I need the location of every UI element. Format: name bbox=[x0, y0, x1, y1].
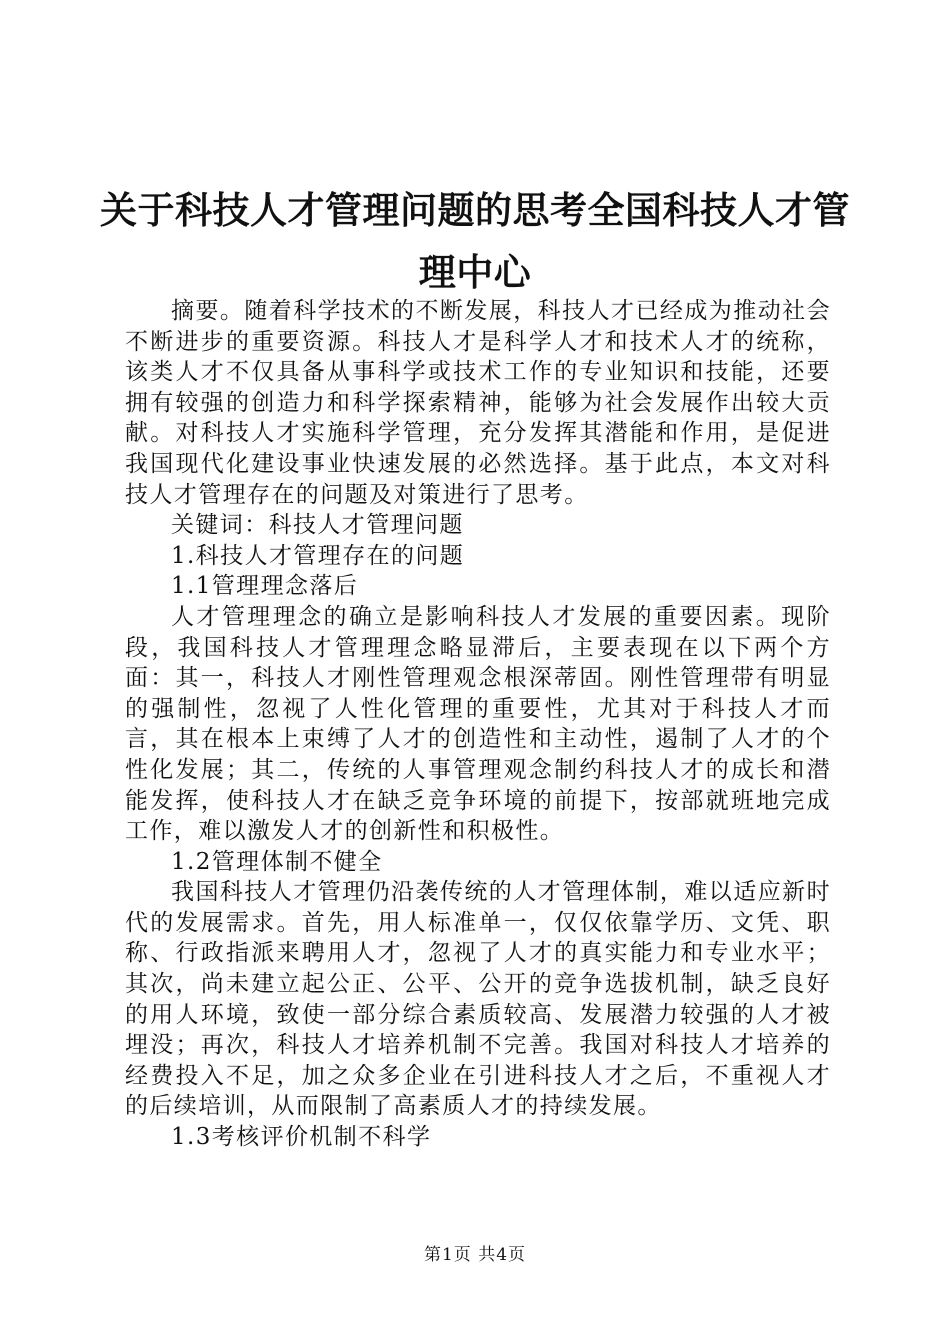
document-title-line-2: 理中心 bbox=[418, 250, 532, 294]
section-heading-1-3: 1.3考核评价机制不科学 bbox=[171, 1124, 432, 1151]
abstract-paragraph: 摘要。随着科学技术的不断发展，科技人才已经成为推动社会不断进步的重要资源。科技人才是科学人才和技术人才的统称，该类人才不仅具备从事科学或技术工作的专业知识和技能，还要拥有较强的创造力和科学探索精神，能够为社会发展作出较大贡献。对科技人才实施科学管理，充分发挥其潜能和作用，是促进我国现代化建设事业快速发展的必然选择。基于此点，本文对科技人才管理存在的问题及对策进行了思考。 bbox=[125, 298, 831, 508]
section-heading-1-2: 1.2管理体制不健全 bbox=[171, 848, 383, 875]
document-body bbox=[125, 296, 831, 1153]
keywords-line: 关键词：科技人才管理问题 bbox=[171, 512, 464, 539]
paragraph-1-2: 我国科技人才管理仍沿袭传统的人才管理体制，难以适应新时代的发展需求。首先，用人标准单一，仅仅依靠学历、文凭、职称、行政指派来聘用人才，忽视了人才的真实能力和专业水平；其次，尚未建立起公正、公平、公开的竞争选拔机制，缺乏良好的用人环境，致使一部分综合素质较高、发展潜力较强的人才被埋没；再次，科技人才培养机制不完善。我国对科技人才培养的经费投入不足，加之众多企业在引进科技人才之后，不重视人才的后续培训，从而限制了高素质人才的持续发展。 bbox=[125, 879, 831, 1120]
document-title-line-1: 关于科技人才管理问题的思考全国科技人才管 bbox=[100, 188, 850, 232]
page-footer: 第1页 共4页 bbox=[423, 1245, 527, 1265]
section-heading-1-1: 1.1管理理念落后 bbox=[171, 573, 359, 600]
section-heading-1: 1.科技人才管理存在的问题 bbox=[171, 542, 465, 569]
paragraph-1-1: 人才管理理念的确立是影响科技人才发展的重要因素。现阶段，我国科技人才管理理念略显滞后，主要表现在以下两个方面：其一，科技人才刚性管理观念根深蒂固。刚性管理带有明显的强制性，忽视了人性化管理的重要性，尤其对于科技人才而言，其在根本上束缚了人才的创造性和主动性，遏制了人才的个性化发展；其二，传统的人事管理观念制约科技人才的成长和潜能发挥，使科技人才在缺乏竞争环境的前提下，按部就班地完成工作，难以激发人才的创新性和积极性。 bbox=[125, 603, 831, 845]
